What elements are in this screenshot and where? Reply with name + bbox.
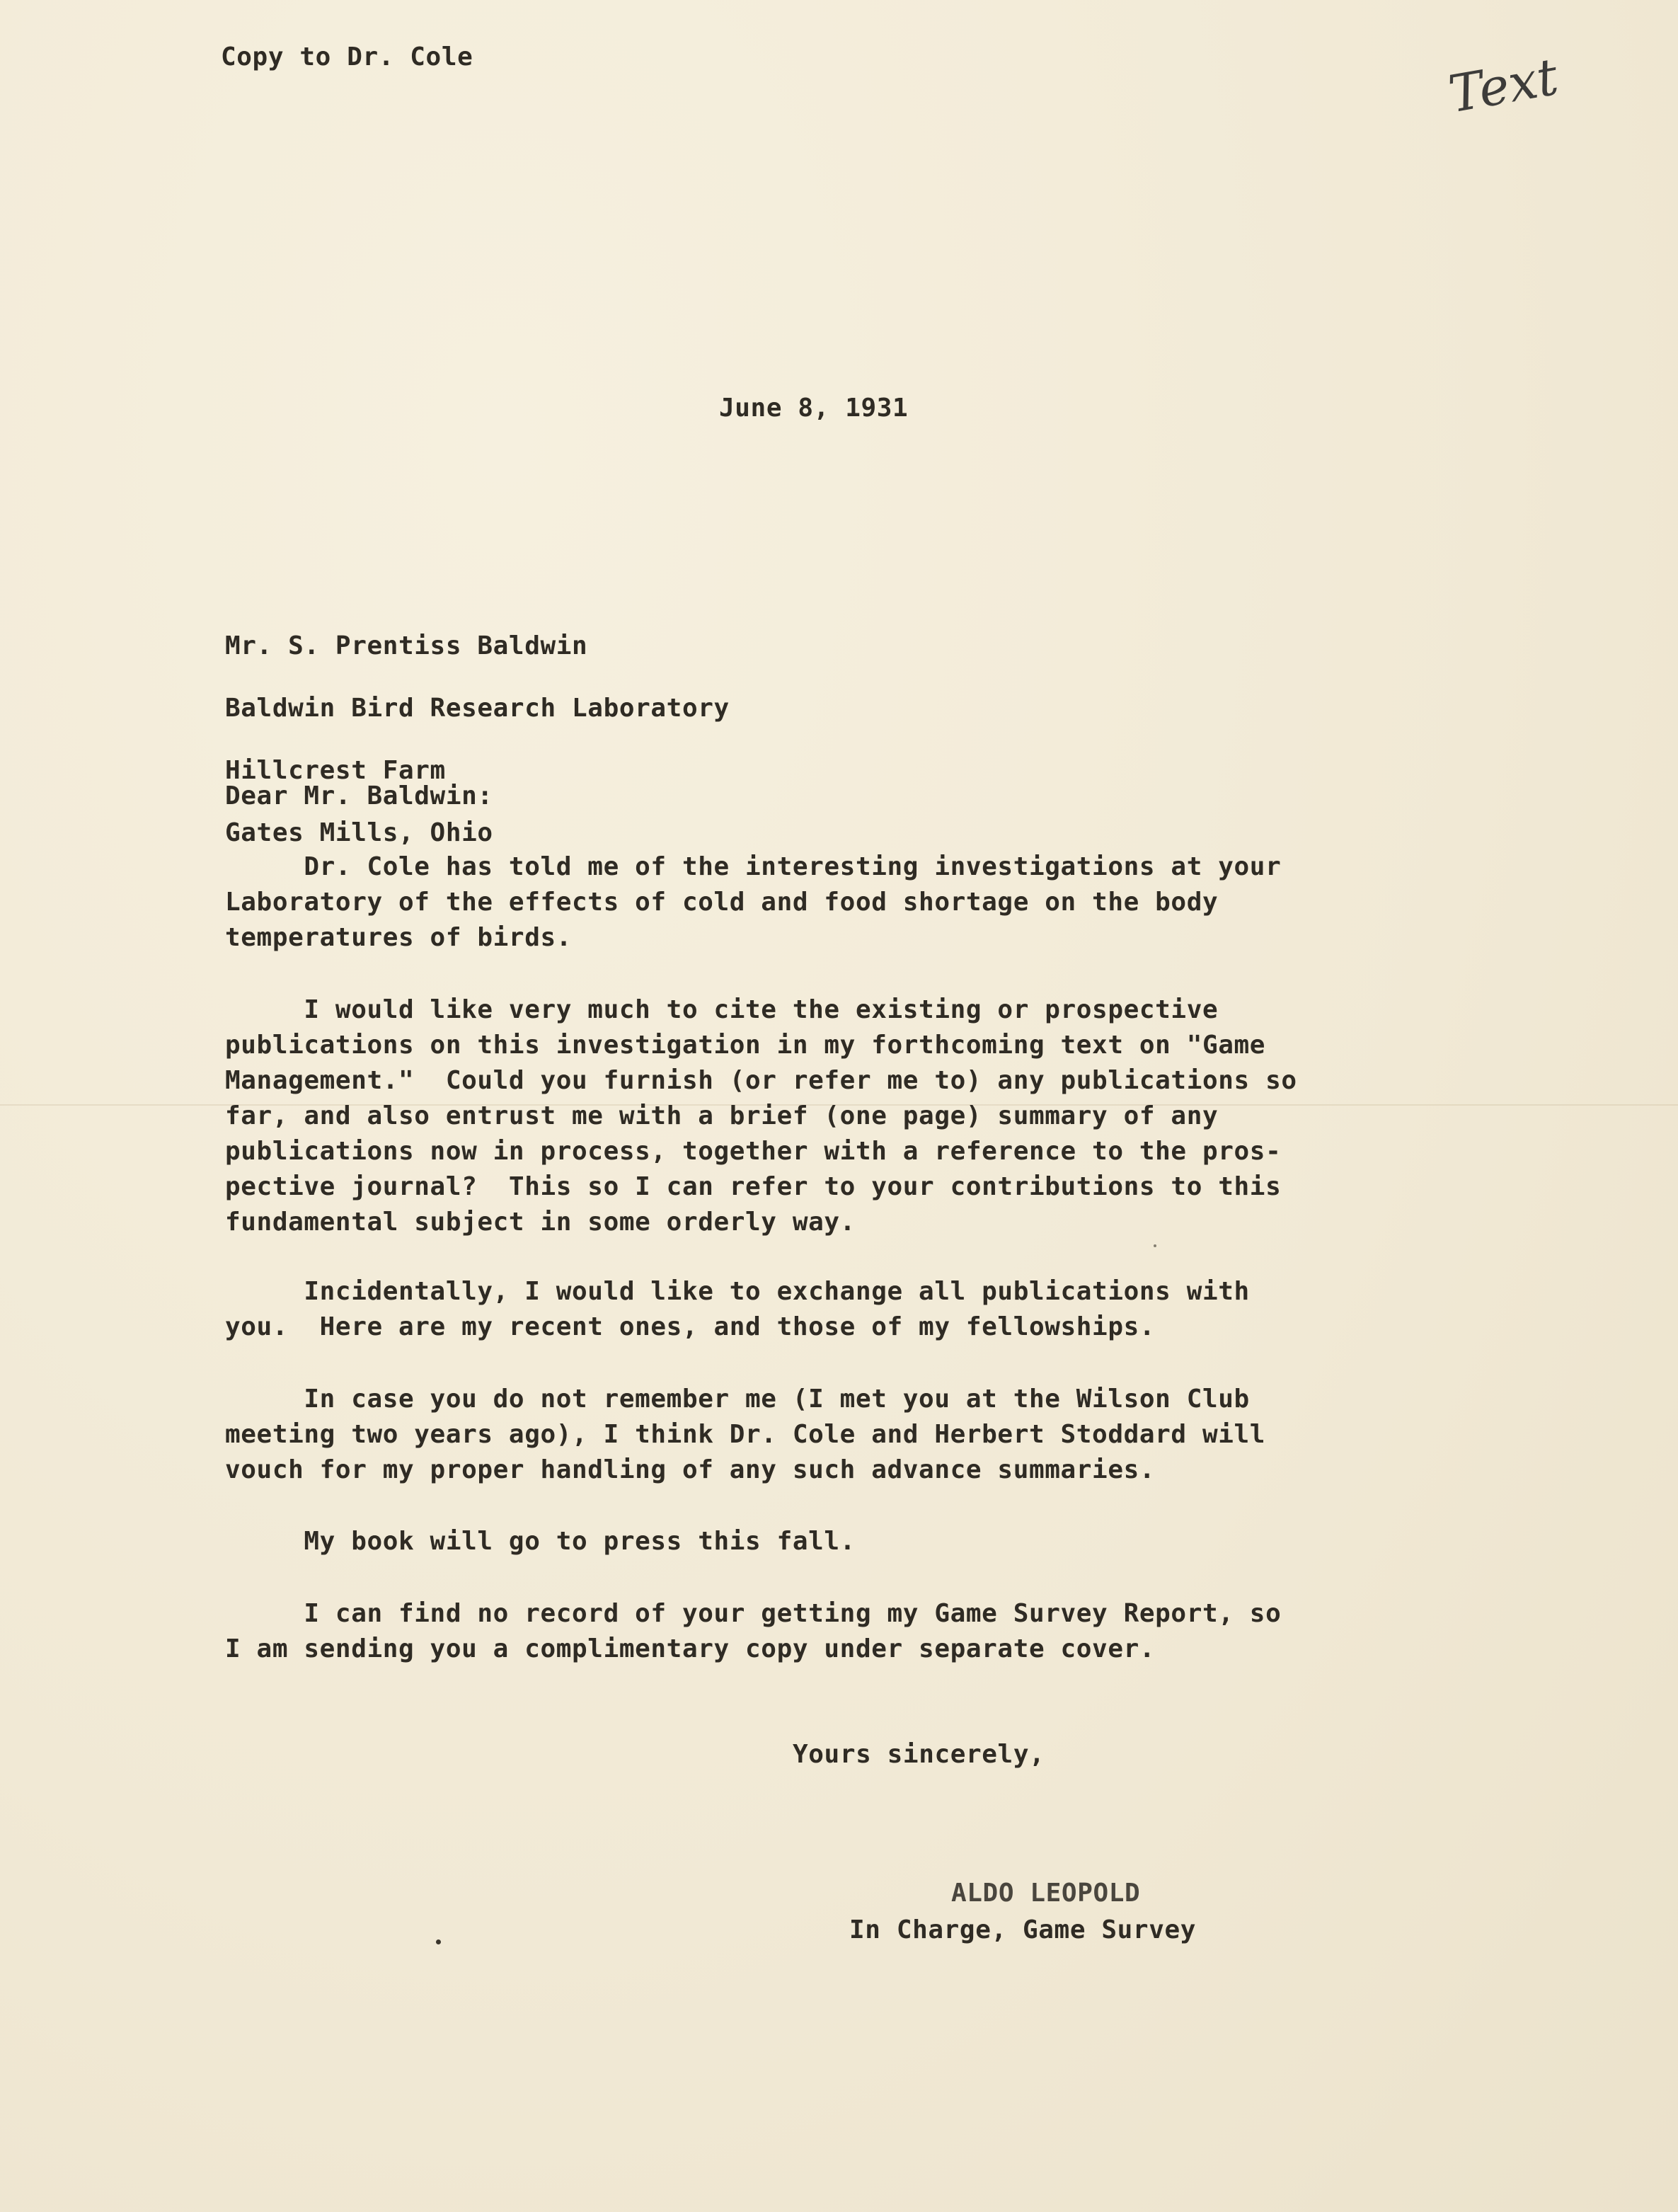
recipient-address-block	[225, 602, 730, 878]
paragraph-line: Dr. Cole has told me of the interesting investigations at your	[225, 852, 1282, 881]
paragraph-line: I would like very much to cite the existing or prospective	[225, 995, 1219, 1024]
body-paragraph-1	[225, 849, 1442, 956]
paragraph-line: fundamental subject in some orderly way.	[225, 1208, 856, 1237]
recipient-address-line1: Hillcrest Farm	[225, 756, 446, 785]
paragraph-line: vouch for my proper handling of any such advance summaries.	[225, 1455, 1156, 1484]
paragraph-line: Laboratory of the effects of cold and food shortage on the body	[225, 888, 1219, 917]
ink-speck	[1154, 1244, 1156, 1247]
signature-name: ALDO LEOPOLD	[951, 1879, 1141, 1908]
paragraph-line: I can find no record of your getting my Game Survey Report, so	[225, 1599, 1282, 1628]
paragraph-line: I am sending you a complimentary copy under separate cover.	[225, 1634, 1156, 1663]
paragraph-line: My book will go to press this fall.	[225, 1527, 856, 1556]
recipient-name: Mr. S. Prentiss Baldwin	[225, 631, 588, 660]
body-paragraph-3	[225, 1274, 1442, 1345]
paragraph-line: temperatures of birds.	[225, 923, 573, 952]
salutation: Dear Mr. Baldwin:	[225, 781, 493, 810]
closing: Yours sincerely,	[793, 1740, 1045, 1769]
body-paragraph-6	[225, 1596, 1442, 1667]
paragraph-line: Management." Could you furnish (or refer me to) any publications so	[225, 1066, 1297, 1095]
paragraph-line: you. Here are my recent ones, and those of my fellowships.	[225, 1312, 1156, 1341]
recipient-organization: Baldwin Bird Research Laboratory	[225, 694, 730, 723]
paragraph-line: publications on this investigation in my forthcoming text on "Game	[225, 1031, 1266, 1060]
paragraph-line: Incidentally, I would like to exchange all publications with	[225, 1277, 1250, 1306]
signature-title: In Charge, Game Survey	[849, 1915, 1197, 1944]
body-paragraph-4	[225, 1382, 1442, 1488]
copy-note: Copy to Dr. Cole	[221, 42, 473, 71]
paragraph-line: publications now in process, together with a reference to the pros-	[225, 1137, 1282, 1166]
handwritten-note: Text	[1444, 46, 1563, 125]
paragraph-line: In case you do not remember me (I met you at the Wilson Club	[225, 1385, 1250, 1414]
paragraph-line: far, and also entrust me with a brief (one page) summary of any	[225, 1101, 1219, 1130]
paragraph-line: pective journal? This so I can refer to your contributions to this	[225, 1172, 1282, 1201]
paragraph-line: meeting two years ago), I think Dr. Cole and Herbert Stoddard will	[225, 1420, 1266, 1449]
recipient-address-line2: Gates Mills, Ohio	[225, 818, 493, 847]
ink-speck	[436, 1939, 441, 1944]
body-paragraph-5	[225, 1524, 1442, 1559]
body-paragraph-2	[225, 992, 1442, 1240]
letter-date: June 8, 1931	[719, 394, 909, 423]
